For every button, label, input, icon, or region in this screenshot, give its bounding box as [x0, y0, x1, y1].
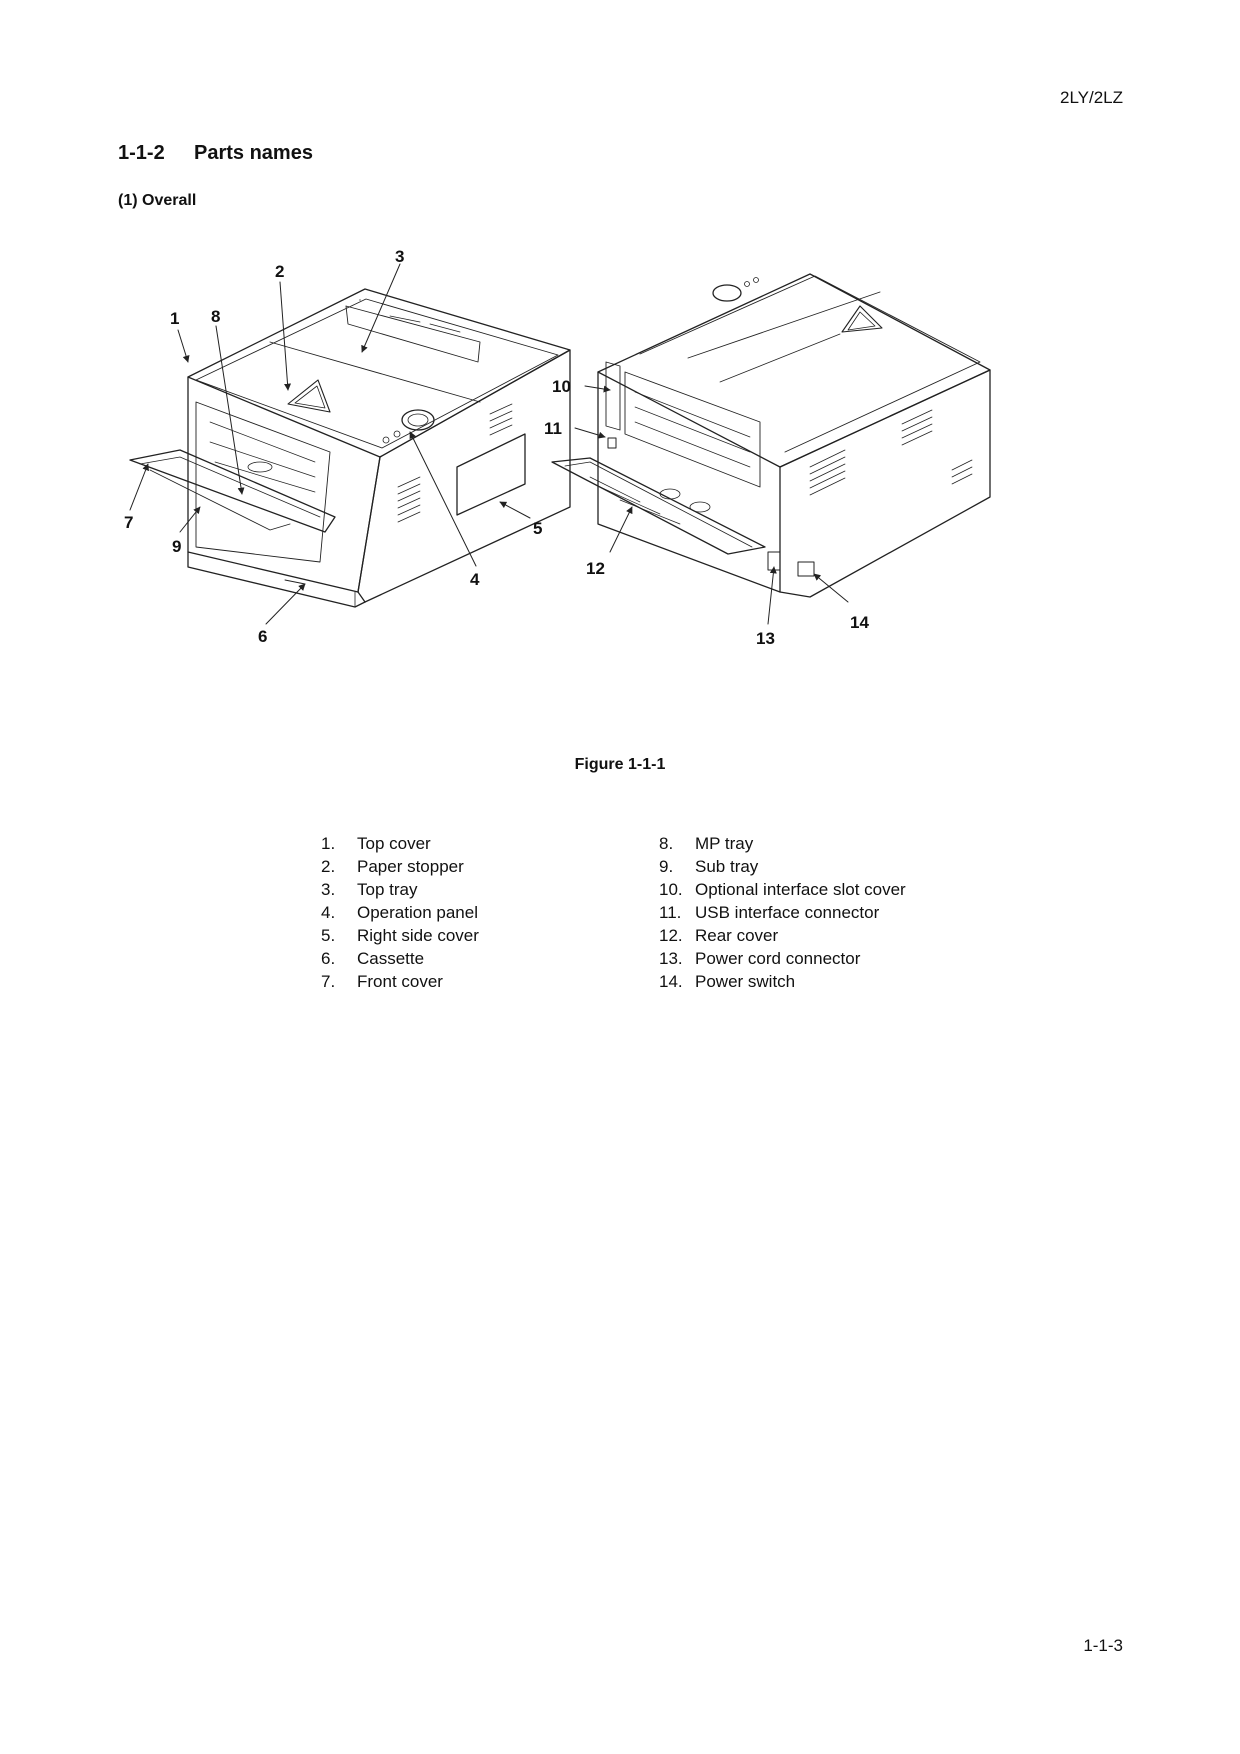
printer-illustration	[120, 247, 1130, 732]
part-number: 8.	[659, 834, 674, 853]
callout-1: 1	[170, 309, 180, 328]
part-number: 14.	[659, 972, 683, 991]
part-name: Optional interface slot cover	[695, 880, 906, 899]
list-item	[321, 924, 479, 947]
printer-rear-view	[552, 274, 990, 597]
part-number: 10.	[659, 880, 683, 899]
part-number: 9.	[659, 857, 674, 876]
subsection-heading: (1) Overall	[118, 192, 197, 209]
callout-4: 4	[470, 570, 480, 589]
part-number: 13.	[659, 949, 683, 968]
part-number: 2.	[321, 857, 336, 876]
callout-leaders	[130, 264, 848, 624]
part-number: 5.	[321, 926, 336, 945]
list-item	[659, 832, 906, 855]
callout-6: 6	[258, 627, 268, 646]
figure-caption: Figure 1-1-1	[574, 756, 666, 773]
part-number: 11.	[659, 903, 682, 922]
callout-8: 8	[211, 307, 221, 326]
list-item	[659, 901, 906, 924]
list-item	[321, 970, 479, 993]
part-name: Power cord connector	[695, 949, 861, 968]
list-item	[659, 970, 906, 993]
part-number: 6.	[321, 949, 336, 968]
document-code: 2LY/2LZ	[1059, 88, 1123, 107]
list-item	[659, 878, 906, 901]
part-name: MP tray	[695, 834, 754, 853]
list-item	[321, 832, 479, 855]
part-name: Sub tray	[695, 857, 759, 876]
list-item	[321, 878, 479, 901]
part-name: Top tray	[357, 880, 418, 899]
part-name: Operation panel	[357, 903, 478, 922]
callout-11: 11	[544, 419, 562, 438]
part-number: 3.	[321, 880, 336, 899]
list-item	[659, 947, 906, 970]
part-name: Power switch	[695, 972, 796, 991]
callout-7: 7	[124, 513, 134, 532]
callout-13: 13	[756, 629, 775, 648]
callout-3: 3	[395, 247, 405, 266]
callout-5: 5	[533, 519, 543, 538]
list-item	[321, 855, 479, 878]
part-name: Top cover	[357, 834, 431, 853]
part-number: 7.	[321, 972, 336, 991]
part-number: 12.	[659, 926, 683, 945]
section-heading	[118, 142, 313, 165]
list-item	[321, 947, 479, 970]
printer-front-view	[130, 289, 570, 607]
part-name: Paper stopper	[357, 857, 464, 876]
list-item	[659, 855, 906, 878]
parts-list-left	[321, 832, 479, 993]
page-number: 1-1-3	[1083, 1636, 1123, 1655]
section-number: 1-1-2	[118, 142, 165, 164]
list-item	[659, 924, 906, 947]
callout-2: 2	[275, 262, 285, 281]
part-number: 1.	[321, 834, 336, 853]
section-title: Parts names	[194, 142, 313, 164]
part-name: Right side cover	[357, 926, 479, 945]
part-number: 4.	[321, 903, 336, 922]
part-name: Cassette	[357, 949, 425, 968]
list-item	[321, 901, 479, 924]
parts-list-right	[659, 832, 906, 993]
callout-14: 14	[850, 613, 869, 632]
callout-10: 10	[552, 377, 571, 396]
callout-12: 12	[586, 559, 605, 578]
printer-figure	[120, 247, 1130, 732]
part-name: Front cover	[357, 972, 443, 991]
callout-9: 9	[172, 537, 182, 556]
part-name: Rear cover	[695, 926, 779, 945]
part-name: USB interface connector	[695, 903, 880, 922]
